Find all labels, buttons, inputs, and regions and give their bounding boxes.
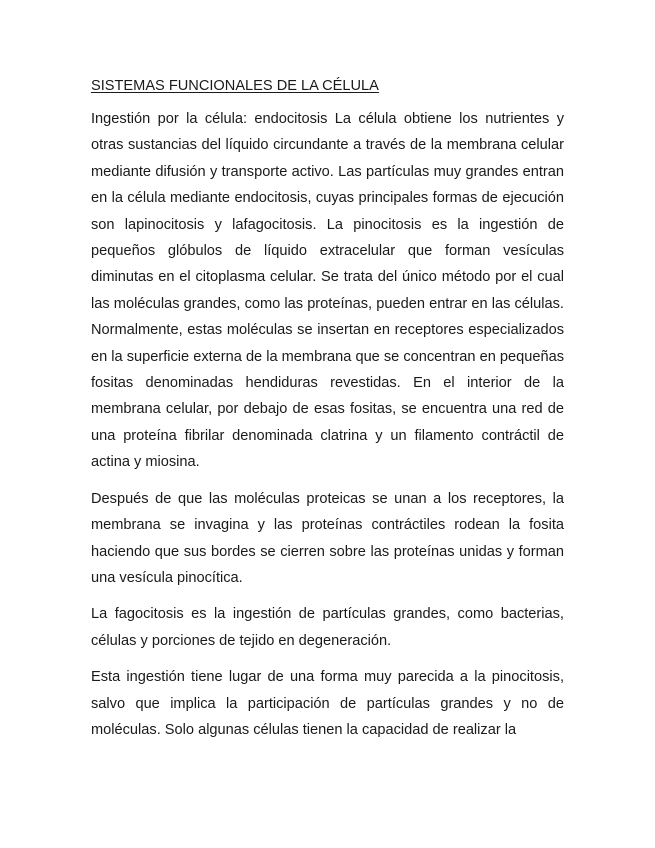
paragraph-ingestion: Esta ingestión tiene lugar de una forma muy parecida a la pinocitosis, salvo que implica la participación de partículas grandes y no de moléculas. Solo algunas células tienen la capacidad de realizar la: [91, 669, 564, 738]
document-title: SISTEMAS FUNCIONALES DE LA CÉLULA: [91, 78, 379, 94]
document-body: [91, 76, 564, 753]
paragraph-endocitosis: Ingestión por la célula: endocitosis La célula obtiene los nutrientes y otras sustancias del líquido circundante a través de la membrana celular mediante difusión y transporte activo. Las partículas muy grandes entran en la célula mediante endocitosis, cuyas principales formas de ejecución son lapinocitosis y lafagocitosis. La pinocitosis es la ingestión de pequeños glóbulos de líquido extracelular que forman vesículas diminutas en el citoplasma celular. Se trata del único método por el cual las moléculas grandes, como las proteínas, pueden entrar en las células. Normalmente, estas moléculas se insertan en receptores especializados en la superficie externa de la membrana que se concentran en pequeñas fositas denominadas hendiduras revestidas. En el interior de la membrana celular, por debajo de esas fositas, se encuentra una red de una proteína fibrilar denominada clatrina y un filamento contráctil de actina y miosina.: [91, 111, 564, 471]
paragraph-fagocitosis: La fagocitosis es la ingestión de partículas grandes, como bacterias, células y porciones de tejido en degeneración.: [91, 606, 564, 649]
paragraph-vesicula-pinocitica: Después de que las moléculas proteicas se unan a los receptores, la membrana se invagina y las proteínas contráctiles rodean la fosita haciendo que sus bordes se cierren sobre las proteínas unidas y forman una vesícula pinocítica.: [91, 490, 564, 586]
